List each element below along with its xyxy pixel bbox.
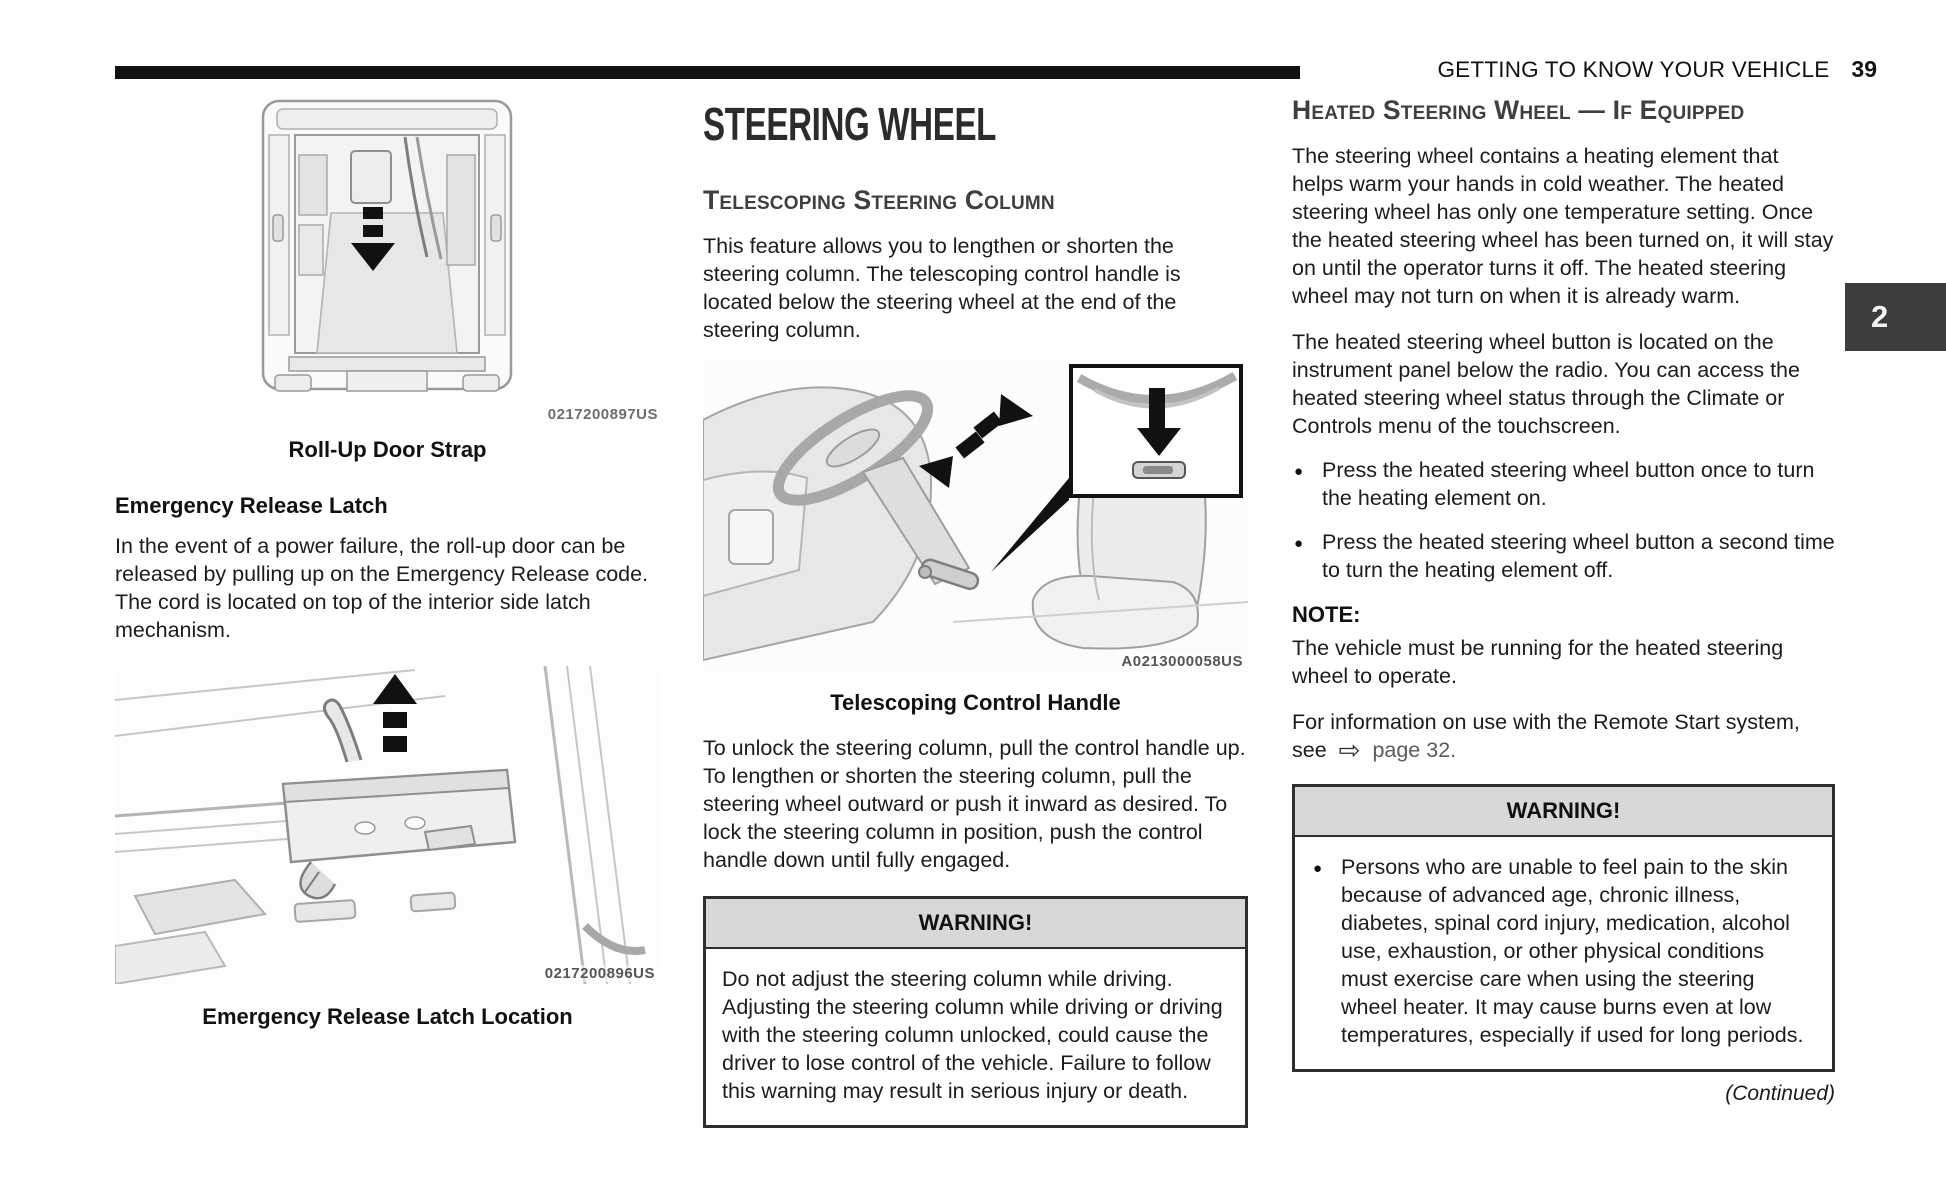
section-tab (1845, 283, 1946, 351)
header-rule (115, 66, 1300, 79)
figure-code: 0217200896US (542, 965, 658, 982)
figure-code: A0213000058US (1118, 653, 1246, 670)
figure-caption: Emergency Release Latch Location (202, 1004, 573, 1029)
figure-code: 0217200897US (547, 406, 658, 423)
reference-text: For information on use with the Remote Start system, see (1292, 710, 1800, 762)
page-32-link[interactable]: page 32. (1372, 738, 1457, 762)
latch-illustration (115, 666, 660, 984)
left-column (115, 95, 660, 1030)
page-header (115, 56, 1877, 86)
heated-paragraph-1: The steering wheel contains a heating element that helps warm your hands in cold weather. The heated steering wheel has only one temperature setting. Once the heated steering wheel has been turned on, it will stay on until the operator turns it off. The heated steering wheel may not turn on when it is already warm. (1292, 144, 1834, 308)
header-right (1437, 56, 1877, 83)
emergency-release-paragraph: In the event of a power failure, the roll-up door can be released by pulling up on the Emergency Release code. The cord is located on top of the interior side latch mechanism. (115, 534, 649, 642)
heated-steering-wheel-heading: Heated Steering Wheel — If Equipped (1292, 95, 1745, 125)
telescoping-paragraph-2: To unlock the steering column, pull the control handle up. To lengthen or shorten the steering column, pull the steering wheel outward or push it inward as desired. To lock the steering column in position, push the control handle down until fully engaged. (703, 736, 1246, 872)
note-text: The vehicle must be running for the heated steering wheel to operate. (1292, 636, 1784, 688)
inset-box (1071, 366, 1241, 496)
figure-telescoping-handle (703, 360, 1248, 672)
warning-title: WARNING! (1295, 787, 1832, 837)
warning-bullet-list (1311, 853, 1816, 1049)
figure-roll-up-door-strap (115, 95, 660, 425)
bullet-item: ● Press the heated steering wheel button once to turn the heating element on. (1292, 456, 1835, 512)
warning-box-heated-wheel (1292, 784, 1835, 1072)
telescoping-heading: Telescoping Steering Column (703, 185, 1055, 215)
warning-bullet-item: ● Persons who are unable to feel pain to the skin because of advanced age, chronic illness, diabetes, spinal cord injury, medication, alcohol use, exhaustion, or other physical conditions must exercise care when using the steering wheel heater. It may cause burns even at low temperatures, especially if used for long periods. (1311, 853, 1816, 1049)
steering-wheel-title: STEERING WHEEL (703, 98, 997, 150)
figure-emergency-release-latch (115, 666, 660, 984)
chapter-title: GETTING TO KNOW YOUR VEHICLE (1437, 57, 1830, 82)
page-ref-arrow-icon: ⇨ (1338, 735, 1361, 765)
heated-bullet-list (1292, 456, 1835, 584)
warning-title: WARNING! (706, 899, 1245, 949)
warning-text: Do not adjust the steering column while driving. Adjusting the steering column while driving or driving with the steering column unlocked, could cause the driver to lose control of the vehicle. Failure to follow this warning may result in serious injury or death. (722, 967, 1223, 1103)
page-number: 39 (1851, 56, 1877, 82)
right-column (1292, 95, 1835, 1106)
figure-caption: Telescoping Control Handle (830, 690, 1121, 715)
note-label: NOTE: (1292, 602, 1361, 627)
bullet-item: ● Press the heated steering wheel button a second time to turn the heating element off. (1292, 528, 1835, 584)
continued-label: (Continued) (1725, 1082, 1835, 1105)
heated-paragraph-2: The heated steering wheel button is located on the instrument panel below the radio. You can access the heated steering wheel status through the Climate or Controls menu of the touchscreen. (1292, 330, 1800, 438)
figure-caption: Roll-Up Door Strap (288, 437, 487, 462)
section-tab-number: 2 (1871, 299, 1889, 334)
telescoping-paragraph-1: This feature allows you to lengthen or shorten the steering column. The telescoping control handle is located below the steering wheel at the end of the steering column. (703, 234, 1181, 342)
emergency-release-latch-heading: Emergency Release Latch (115, 493, 388, 518)
van-rear-illustration (115, 95, 660, 413)
warning-box-steering-column (703, 896, 1248, 1128)
steering-column-illustration (703, 360, 1248, 672)
remote-start-reference (1292, 708, 1835, 764)
middle-column (703, 95, 1248, 1128)
